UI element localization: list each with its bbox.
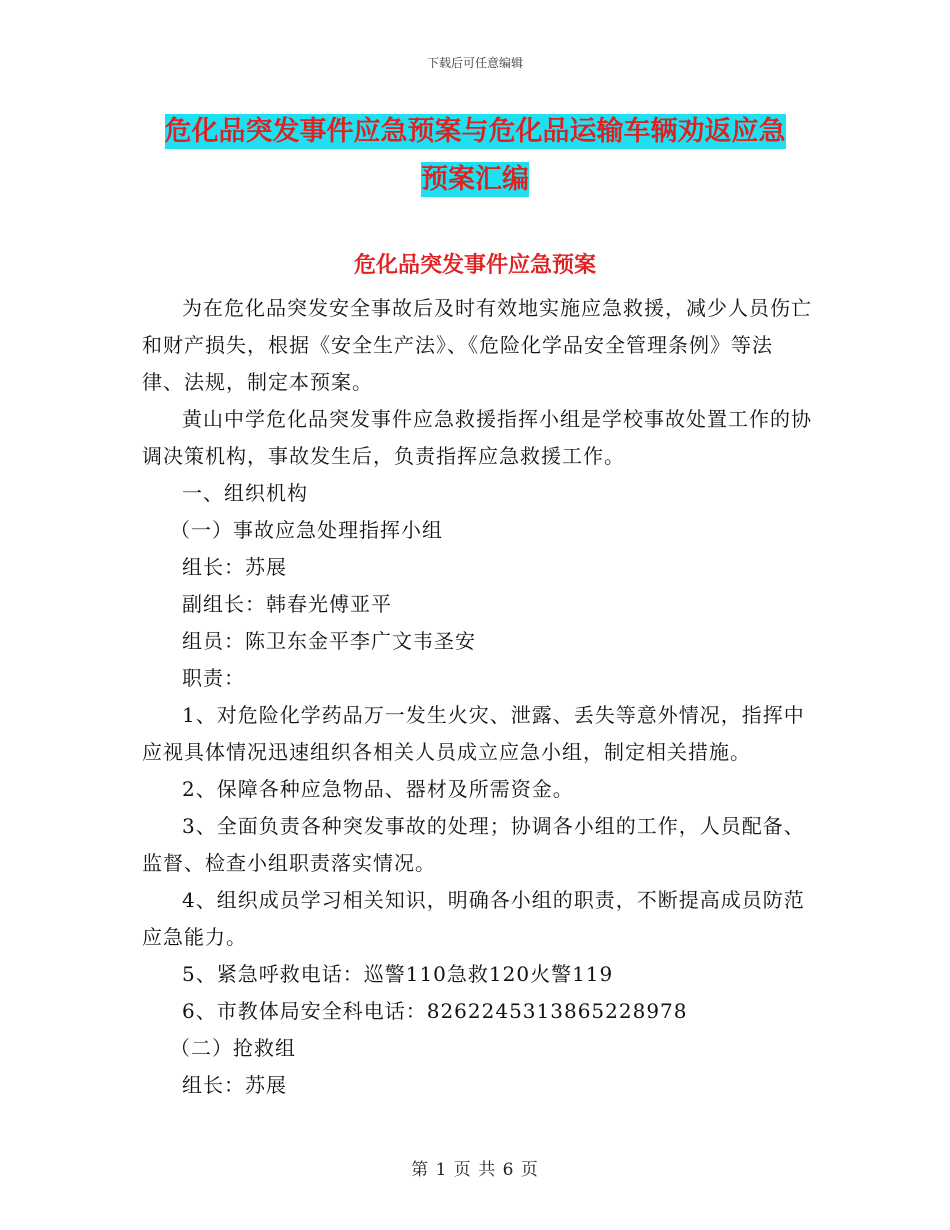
heading-organization: 一、组织机构 [182,481,308,505]
header-note: 下载后可任意编辑 [426,56,523,70]
main-title [140,108,810,204]
page-footer: 第 1 页 共 6 页 [411,1160,539,1180]
paragraph-command-group: 黄山中学危化品突发事件应急救援指挥小组是学校事故处置工作的协调决策机构，事故发生后，负责指挥应急救援工作。 [142,407,812,468]
duty-item-1: 1、对危险化学药品万一发生火灾、泄露、丢失等意外情况，指挥中应视具体情况迅速组织各相关人员成立应急小组，制定相关措施。 [142,703,805,764]
duty-item-4: 4、组织成员学习相关知识，明确各小组的职责，不断提高成员防范应急能力。 [142,888,805,949]
duty-item-2: 2、保障各种应急物品、器材及所需资金。 [182,777,574,801]
duty-item-3: 3、全面负责各种突发事故的处理；协调各小组的工作，人员配备、监督、检查小组职责落实情况。 [142,814,805,875]
team-members: 组员：陈卫东金平李广文韦圣安 [182,629,476,653]
paragraph-intro: 为在危化品突发安全事故后及时有效地实施应急救援，减少人员伤亡和财产损失，根据《安全生产法》、《危险化学品安全管理条例》等法律、法规，制定本预案。 [142,296,812,394]
main-title-line2: 预案汇编 [421,164,529,195]
document-body [142,290,812,1104]
main-title-line1: 危化品突发事件应急预案与危化品运输车辆劝返应急 [164,116,786,147]
team-leader: 组长：苏展 [182,555,287,579]
team-deputy-leader: 副组长：韩春光傅亚平 [182,592,392,616]
section-title: 危化品突发事件应急预案 [353,253,596,278]
duty-item-6: 6、市教体局安全科电话：8262245313865228978 [182,999,688,1023]
duties-label: 职责： [182,666,245,690]
heading-command-team: （一）事故应急处理指挥小组 [170,518,443,542]
duty-item-5: 5、紧急呼救电话：巡警110急救120火警119 [182,962,614,986]
rescue-team-leader: 组长：苏展 [182,1073,287,1097]
heading-rescue-team: （二）抢救组 [170,1036,296,1060]
